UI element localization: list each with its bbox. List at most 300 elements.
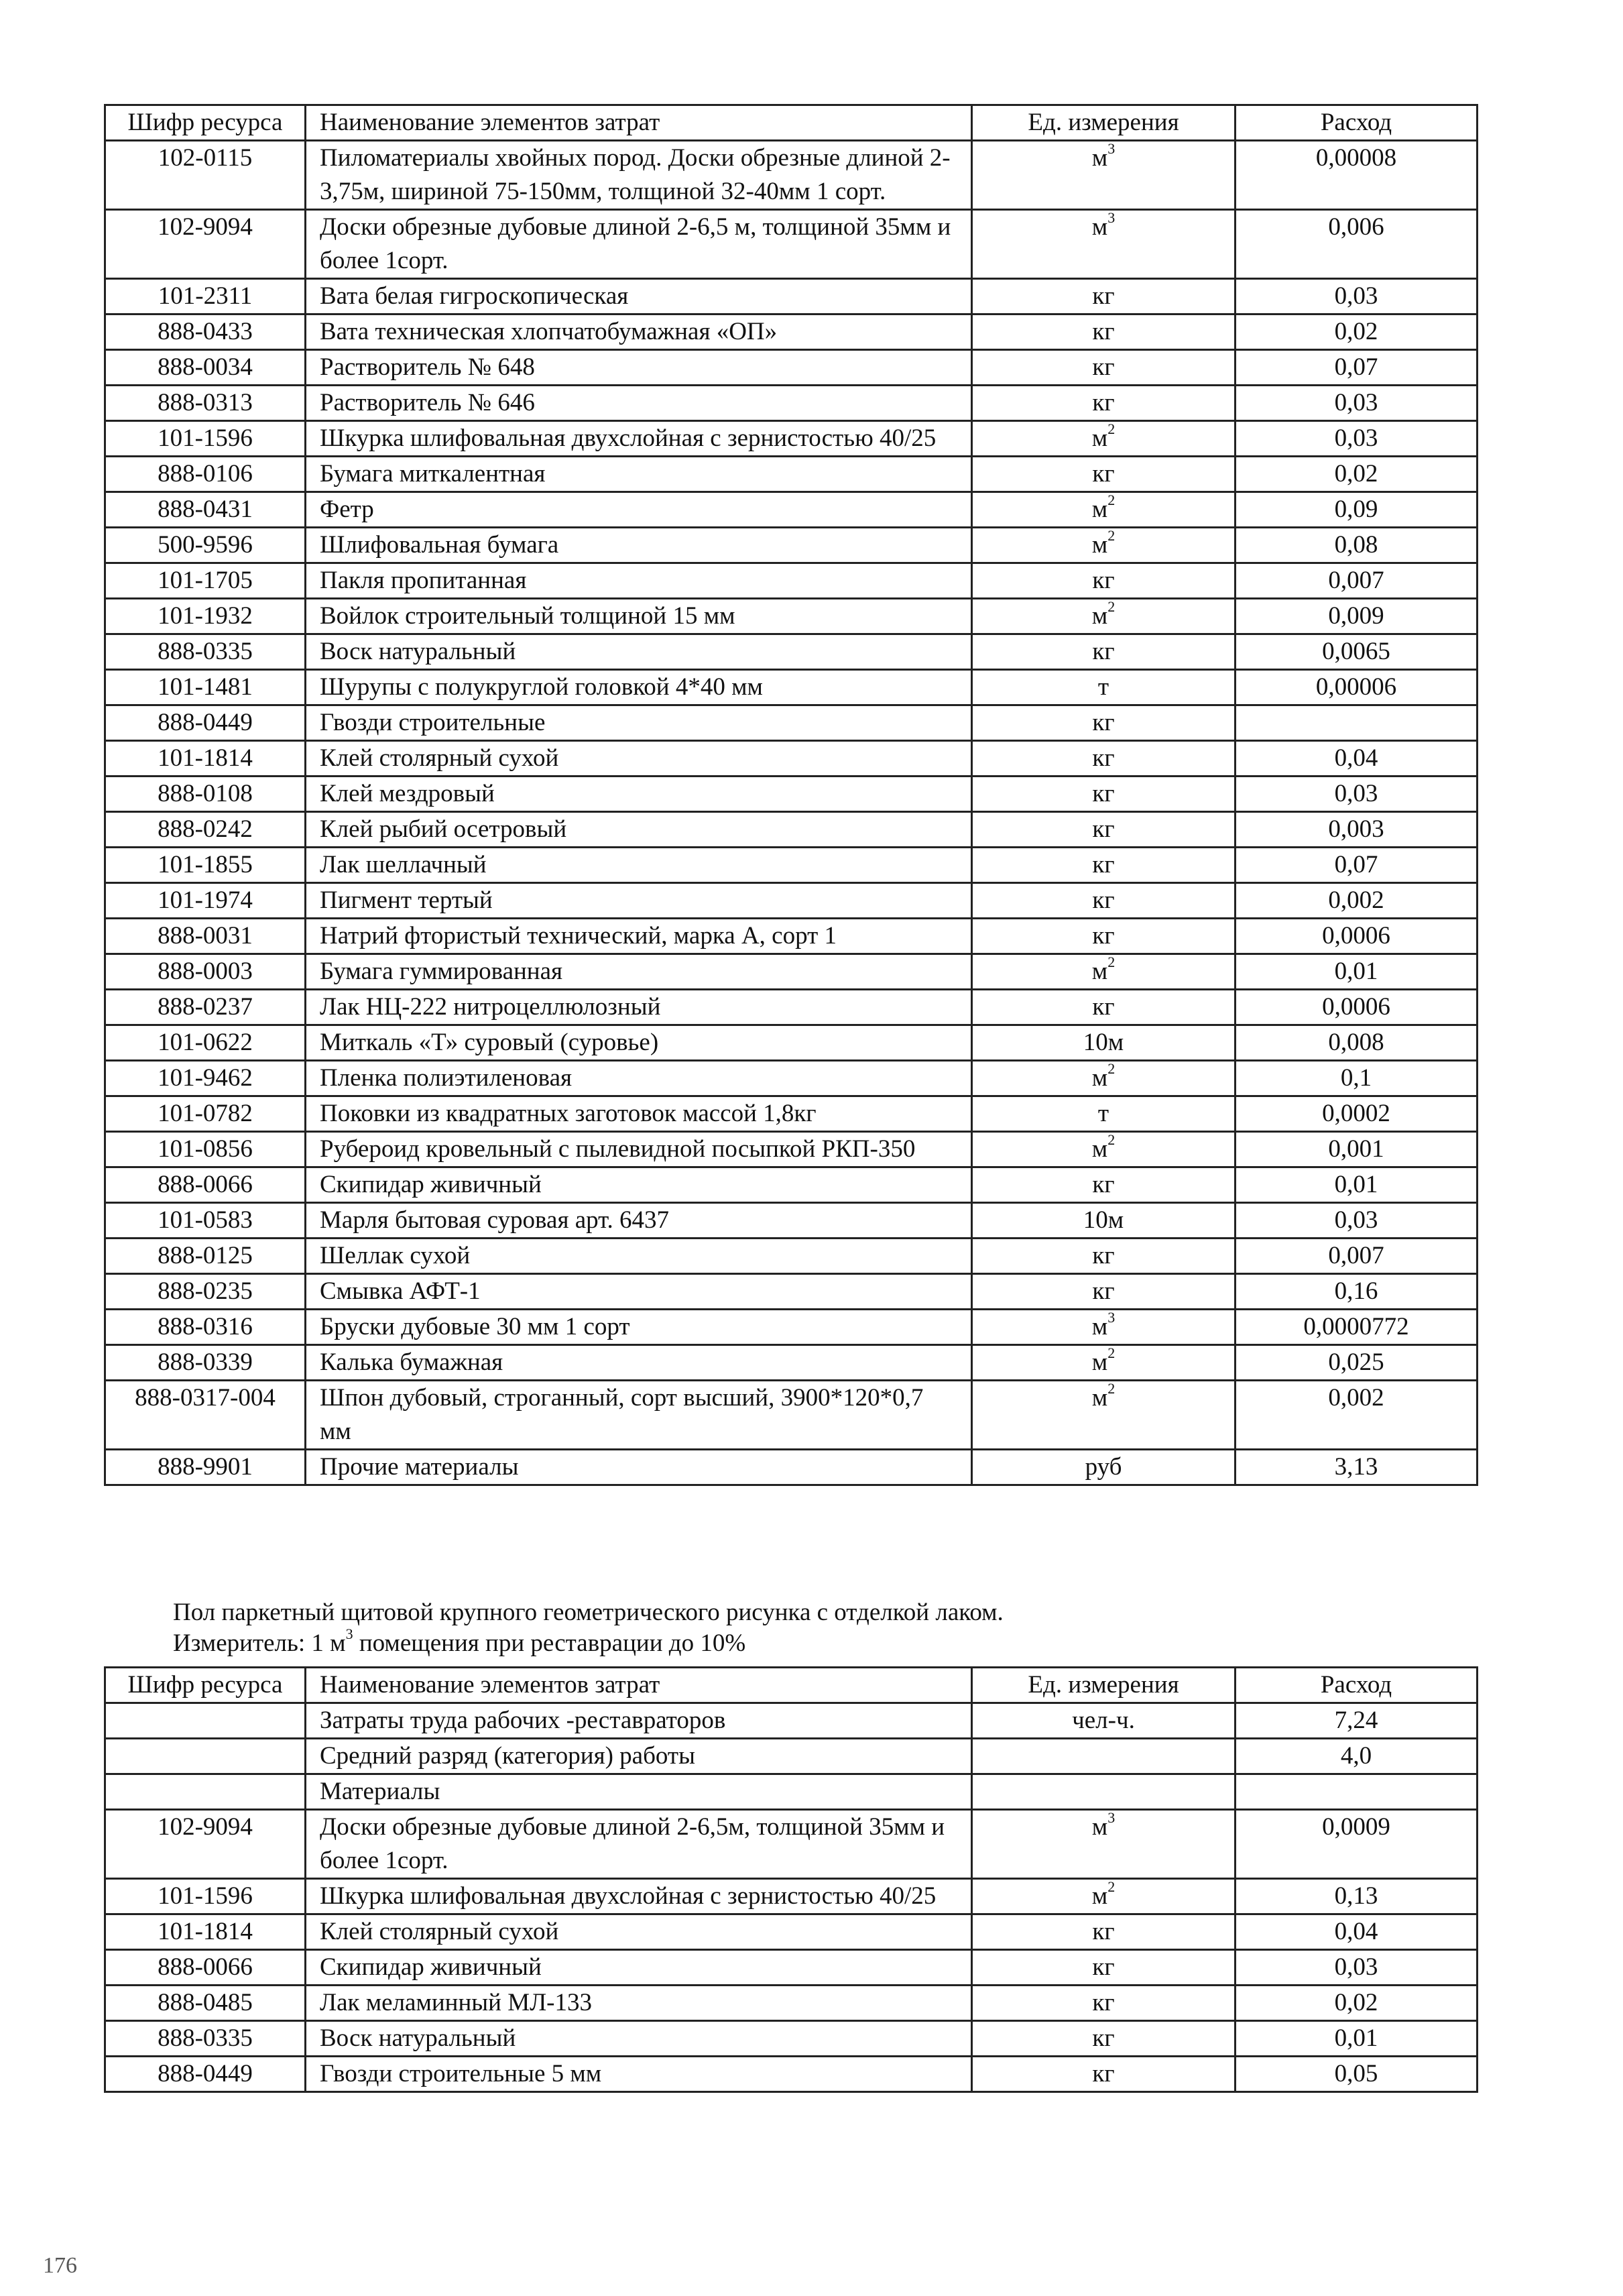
cell-unit-text: кг [1092, 1989, 1115, 2016]
cell-name-text: Миткаль «Т» суровый (суровье) [320, 1029, 659, 1056]
cell-name-text: Клей столярный сухой [320, 1918, 559, 1945]
cell-name [306, 812, 972, 848]
cell-unit [972, 1239, 1236, 1274]
cell-name-text: Лак НЦ-222 нитроцеллюлозный [320, 993, 661, 1021]
cell-unit-text: кг [1092, 1918, 1115, 1945]
cell-unit-text: м [1091, 144, 1108, 172]
cell-code-text: 888-0237 [158, 993, 253, 1021]
cell-qty-text: 0,025 [1328, 1348, 1384, 1376]
cell-name [306, 1345, 972, 1381]
cell-unit [972, 1950, 1236, 1986]
cell-qty-text: 3,13 [1334, 1453, 1378, 1481]
unit-exponent: 2 [1107, 420, 1116, 437]
cell-name [306, 1810, 972, 1879]
cell-qty [1236, 599, 1478, 634]
cell-name-text: Шпон дубовый, строганный, сорт высший, 3900*120*0,7 мм [320, 1384, 924, 1445]
cell-qty-text: 0,0065 [1322, 638, 1390, 665]
cell-qty-text: 0,05 [1334, 2060, 1378, 2087]
cell-qty-text: 0,02 [1334, 1989, 1378, 2016]
cell-qty-text: 0,03 [1334, 780, 1378, 807]
table-row [105, 1345, 1478, 1381]
cell-qty [1236, 386, 1478, 421]
cell-code-text: 888-0317-004 [135, 1384, 276, 1412]
cell-name-text: Доски обрезные дубовые длиной 2-6,5м, толщиной 35мм и более 1сорт. [320, 1813, 945, 1874]
cell-unit [972, 1025, 1236, 1061]
cell-unit-text: м [1091, 1064, 1108, 1092]
cell-code-text: 888-0316 [158, 1313, 253, 1340]
cell-qty [1236, 883, 1478, 919]
cell-name-text: Клей мездровый [320, 780, 495, 807]
cell-name-text: Бумага миткалентная [320, 460, 546, 487]
cell-name-text: Воск натуральный [320, 2024, 516, 2052]
table-row [105, 883, 1478, 919]
cell-qty [1236, 1381, 1478, 1450]
cell-name-text: Вата техническая хлопчатобумажная «ОП» [320, 318, 778, 345]
cell-qty-text: 0,009 [1328, 602, 1384, 630]
header-unit: Ед. измерения [972, 105, 1236, 141]
cell-name-text: Затраты труда рабочих -реставраторов [320, 1707, 726, 1734]
cell-code [105, 1310, 306, 1345]
cell-code [105, 1274, 306, 1310]
table-row [105, 777, 1478, 812]
table-row [105, 1914, 1478, 1950]
cell-name [306, 421, 972, 457]
cell-name-text: Бумага гуммированная [320, 958, 563, 985]
cell-code [105, 141, 306, 210]
cell-qty-text: 0,00008 [1315, 144, 1397, 172]
cell-name-text: Бруски дубовые 30 мм 1 сорт [320, 1313, 630, 1340]
cell-qty-text: 0,03 [1334, 389, 1378, 416]
cell-qty-text: 0,002 [1328, 886, 1384, 914]
cell-name [306, 1239, 972, 1274]
measure-caption-sup: 3 [345, 1625, 353, 1642]
cell-code-text: 888-0335 [158, 2024, 253, 2052]
table-row [105, 670, 1478, 705]
cell-code [105, 210, 306, 279]
table-row [105, 1739, 1478, 1774]
cell-code-text: 888-0242 [158, 815, 253, 843]
table-row [105, 1239, 1478, 1274]
cell-name-text: Марля бытовая суровая арт. 6437 [320, 1206, 670, 1234]
cell-code [105, 1025, 306, 1061]
cell-qty [1236, 314, 1478, 350]
table-row [105, 1381, 1478, 1450]
cell-name [306, 141, 972, 210]
cell-name-text: Лак шеллачный [320, 851, 487, 878]
cell-qty [1236, 457, 1478, 492]
cell-name [306, 1310, 972, 1345]
cell-unit-text: м [1091, 213, 1108, 241]
cell-code [105, 314, 306, 350]
cell-unit [972, 1914, 1236, 1950]
cell-code [105, 705, 306, 741]
table-row [105, 421, 1478, 457]
cell-unit [972, 1774, 1236, 1810]
table-row [105, 141, 1478, 210]
cell-qty-text: 0,006 [1328, 213, 1384, 241]
cell-code-text: 101-0583 [158, 1206, 253, 1234]
cell-unit [972, 954, 1236, 990]
cell-qty [1236, 1810, 1478, 1879]
cell-qty [1236, 1061, 1478, 1096]
table-row [105, 1061, 1478, 1096]
cell-code-text: 101-1596 [158, 424, 253, 452]
cell-qty [1236, 1167, 1478, 1203]
cell-unit-text: кг [1092, 353, 1115, 381]
unit-exponent: 2 [1107, 1878, 1116, 1895]
cell-code [105, 528, 306, 563]
cell-name [306, 741, 972, 777]
cell-code [105, 1203, 306, 1239]
table-header-row [105, 1668, 1478, 1703]
cell-qty [1236, 1879, 1478, 1914]
cell-unit [972, 812, 1236, 848]
cell-code [105, 1132, 306, 1167]
cell-name [306, 1914, 972, 1950]
cell-unit-text: т [1097, 1100, 1109, 1127]
cell-qty-text: 0,09 [1334, 496, 1378, 523]
cell-code-text: 102-0115 [158, 144, 253, 172]
cell-qty-text: 4,0 [1340, 1742, 1372, 1770]
cell-unit [972, 1132, 1236, 1167]
cell-name [306, 1950, 972, 1986]
unit-exponent: 2 [1107, 1380, 1116, 1397]
cell-name [306, 919, 972, 954]
cell-unit-text: кг [1092, 780, 1115, 807]
cell-qty [1236, 1096, 1478, 1132]
cell-unit [972, 1381, 1236, 1450]
cell-qty-text: 0,16 [1334, 1277, 1378, 1305]
cell-name-text: Войлок строительный толщиной 15 мм [320, 602, 735, 630]
cell-name [306, 314, 972, 350]
cell-unit [972, 1203, 1236, 1239]
cell-code [105, 2021, 306, 2057]
cell-name [306, 1025, 972, 1061]
cell-code [105, 1810, 306, 1879]
cell-qty [1236, 954, 1478, 990]
cell-qty [1236, 1450, 1478, 1485]
cell-name [306, 1986, 972, 2021]
cell-unit-text: руб [1085, 1453, 1122, 1481]
cell-unit-text: м [1091, 1882, 1108, 1910]
cell-qty [1236, 848, 1478, 883]
cell-code-text: 102-9094 [158, 1813, 253, 1841]
cell-code-text: 888-0235 [158, 1277, 253, 1305]
cell-unit-text: т [1097, 673, 1109, 701]
cell-unit-text: кг [1092, 1953, 1115, 1981]
cell-code [105, 563, 306, 599]
unit-exponent: 2 [1107, 954, 1116, 970]
cell-name [306, 1450, 972, 1485]
parquet-table [104, 1666, 1478, 2093]
cell-unit-text: кг [1092, 709, 1115, 736]
cell-qty [1236, 1739, 1478, 1774]
cell-unit-text: кг [1092, 851, 1115, 878]
cell-name [306, 1739, 972, 1774]
cell-name-text: Клей столярный сухой [320, 744, 559, 772]
unit-exponent: 2 [1107, 1060, 1116, 1077]
table-row [105, 492, 1478, 528]
cell-qty [1236, 210, 1478, 279]
cell-qty [1236, 1345, 1478, 1381]
cell-name [306, 954, 972, 990]
unit-exponent: 2 [1107, 527, 1116, 544]
table-row [105, 1096, 1478, 1132]
cell-name [306, 990, 972, 1025]
cell-qty-text: 0,0000772 [1303, 1313, 1409, 1340]
cell-name [306, 1203, 972, 1239]
cell-name-text: Клей рыбий осетровый [320, 815, 567, 843]
cell-code [105, 1381, 306, 1450]
cell-unit [972, 314, 1236, 350]
unit-exponent: 2 [1107, 1344, 1116, 1361]
cell-qty [1236, 1203, 1478, 1239]
cell-code-text: 101-1705 [158, 567, 253, 594]
cell-name [306, 1879, 972, 1914]
cell-unit-text: кг [1092, 886, 1115, 914]
cell-unit [972, 563, 1236, 599]
table-row [105, 528, 1478, 563]
cell-code [105, 777, 306, 812]
cell-name-text: Пакля пропитанная [320, 567, 527, 594]
cell-name-text: Вата белая гигроскопическая [320, 282, 629, 310]
cell-code-text: 500-9596 [158, 531, 253, 559]
cell-name-text: Шлифовальная бумага [320, 531, 559, 559]
cell-unit-text: кг [1092, 567, 1115, 594]
table-row [105, 990, 1478, 1025]
cell-name-text: Прочие материалы [320, 1453, 519, 1481]
cell-unit [972, 1739, 1236, 1774]
cell-qty-text: 0,001 [1328, 1135, 1384, 1163]
table-row [105, 1274, 1478, 1310]
cell-unit-text: 10м [1083, 1206, 1124, 1234]
cell-unit [972, 705, 1236, 741]
unit-exponent: 3 [1107, 1309, 1116, 1326]
unit-exponent: 3 [1107, 1809, 1116, 1826]
cell-name-text: Скипидар живичный [320, 1171, 542, 1198]
cell-name-text: Растворитель № 648 [320, 353, 535, 381]
cell-unit [972, 1879, 1236, 1914]
table-row [105, 1132, 1478, 1167]
cell-unit-text: кг [1092, 993, 1115, 1021]
cell-unit-text: кг [1092, 389, 1115, 416]
cell-code [105, 1096, 306, 1132]
cell-qty [1236, 705, 1478, 741]
cell-unit-text: м [1091, 602, 1108, 630]
table-row [105, 1810, 1478, 1879]
cell-code-text: 888-0449 [158, 2060, 253, 2087]
cell-unit-text: кг [1092, 1277, 1115, 1305]
cell-qty [1236, 492, 1478, 528]
table-row [105, 1774, 1478, 1810]
cell-qty [1236, 2021, 1478, 2057]
table-row [105, 1703, 1478, 1739]
cell-code [105, 741, 306, 777]
cell-name-text: Доски обрезные дубовые длиной 2-6,5 м, толщиной 35мм и более 1сорт. [320, 213, 951, 274]
cell-unit-text: кг [1092, 460, 1115, 487]
cell-qty-text: 0,03 [1334, 424, 1378, 452]
cell-unit-text: кг [1092, 1242, 1115, 1269]
table-header-row [105, 105, 1478, 141]
cell-name-text: Средний разряд (категория) работы [320, 1742, 695, 1770]
table-row [105, 386, 1478, 421]
cell-qty-text: 7,24 [1334, 1707, 1378, 1734]
cell-unit-text: кг [1092, 282, 1115, 310]
cell-qty [1236, 670, 1478, 705]
cell-unit [972, 2021, 1236, 2057]
cell-unit-text: 10м [1083, 1029, 1124, 1056]
cell-name [306, 1774, 972, 1810]
cell-code [105, 634, 306, 670]
header-qty: Расход [1236, 105, 1478, 141]
cell-code [105, 990, 306, 1025]
cell-unit [972, 634, 1236, 670]
cell-code-text: 888-0066 [158, 1953, 253, 1981]
cell-code [105, 279, 306, 314]
cell-qty [1236, 421, 1478, 457]
cell-unit [972, 141, 1236, 210]
cell-code-text: 101-2311 [158, 282, 253, 310]
cell-qty [1236, 528, 1478, 563]
cell-name [306, 1167, 972, 1203]
cell-code [105, 670, 306, 705]
cell-code-text: 101-1974 [158, 886, 253, 914]
cell-unit [972, 421, 1236, 457]
table-row [105, 1310, 1478, 1345]
cell-code [105, 848, 306, 883]
header-qty: Расход [1236, 1668, 1478, 1703]
cell-qty-text: 0,08 [1334, 531, 1378, 559]
cell-code-text: 102-9094 [158, 213, 253, 241]
cell-code [105, 1739, 306, 1774]
cell-qty-text: 0,0006 [1322, 993, 1390, 1021]
cell-name [306, 777, 972, 812]
cell-name-text: Фетр [320, 496, 374, 523]
cell-code-text: 101-9462 [158, 1064, 253, 1092]
cell-unit [972, 279, 1236, 314]
unit-exponent: 3 [1107, 209, 1116, 226]
cell-unit-text: кг [1092, 2060, 1115, 2087]
cell-unit-text: кг [1092, 815, 1115, 843]
cell-unit-text: кг [1092, 744, 1115, 772]
cell-name-text: Воск натуральный [320, 638, 516, 665]
measure-caption-prefix: Измеритель: 1 м [173, 1629, 346, 1657]
cell-qty [1236, 1025, 1478, 1061]
cell-unit-text: кг [1092, 638, 1115, 665]
cell-code-text: 101-1814 [158, 1918, 253, 1945]
cell-qty [1236, 141, 1478, 210]
table-row [105, 2021, 1478, 2057]
cell-qty-text: 0,007 [1328, 567, 1384, 594]
cell-qty [1236, 1703, 1478, 1739]
cell-qty-text: 0,02 [1334, 318, 1378, 345]
cell-qty-text: 0,008 [1328, 1029, 1384, 1056]
table-row [105, 1167, 1478, 1203]
cell-unit-text: м [1091, 531, 1108, 559]
cell-qty [1236, 563, 1478, 599]
cell-unit-text: м [1091, 958, 1108, 985]
header-name: Наименование элементов затрат [306, 1668, 972, 1703]
cell-name [306, 457, 972, 492]
cell-code [105, 386, 306, 421]
cell-unit-text: м [1091, 1348, 1108, 1376]
cell-unit [972, 883, 1236, 919]
cell-code-text: 101-1932 [158, 602, 253, 630]
cell-qty-text: 0,04 [1334, 1918, 1378, 1945]
table-row [105, 919, 1478, 954]
cell-name-text: Пленка полиэтиленовая [320, 1064, 573, 1092]
cell-code-text: 888-0003 [158, 958, 253, 985]
cell-name [306, 386, 972, 421]
cell-name-text: Смывка АФТ-1 [320, 1277, 481, 1305]
cell-qty [1236, 1274, 1478, 1310]
cell-code [105, 812, 306, 848]
cell-name [306, 2057, 972, 2092]
cell-qty [1236, 1950, 1478, 1986]
cell-code-text: 888-0449 [158, 709, 253, 736]
cell-qty-text: 0,03 [1334, 1953, 1378, 1981]
cell-unit [972, 670, 1236, 705]
cell-unit-text: кг [1092, 318, 1115, 345]
table-row [105, 1203, 1478, 1239]
materials-table-body [105, 141, 1478, 1485]
table-row [105, 279, 1478, 314]
cell-code [105, 492, 306, 528]
cell-name [306, 670, 972, 705]
cell-qty [1236, 279, 1478, 314]
cell-unit-text: кг [1092, 1171, 1115, 1198]
cell-unit-text: кг [1092, 2024, 1115, 2052]
table-row [105, 1025, 1478, 1061]
table-row [105, 1879, 1478, 1914]
cell-name [306, 528, 972, 563]
cell-unit [972, 1450, 1236, 1485]
cell-unit [972, 2057, 1236, 2092]
cell-name [306, 634, 972, 670]
cell-qty [1236, 2057, 1478, 2092]
cell-name [306, 599, 972, 634]
cell-unit [972, 1345, 1236, 1381]
cell-unit [972, 1096, 1236, 1132]
table-row [105, 705, 1478, 741]
cell-qty-text: 0,003 [1328, 815, 1384, 843]
cell-qty-text: 0,03 [1334, 282, 1378, 310]
cell-code [105, 1950, 306, 1986]
cell-unit [972, 457, 1236, 492]
cell-unit [972, 990, 1236, 1025]
cell-code-text: 101-1596 [158, 1882, 253, 1910]
cell-code-text: 101-0782 [158, 1100, 253, 1127]
cell-qty-text: 0,01 [1334, 2024, 1378, 2052]
cell-name-text: Шурупы с полукруглой головкой 4*40 мм [320, 673, 763, 701]
cell-code-text: 888-0031 [158, 922, 253, 950]
cell-code-text: 101-0856 [158, 1135, 253, 1163]
cell-qty-text: 0,01 [1334, 958, 1378, 985]
table-row [105, 1950, 1478, 1986]
cell-qty-text: 0,03 [1334, 1206, 1378, 1234]
cell-code [105, 883, 306, 919]
cell-unit [972, 1167, 1236, 1203]
cell-unit [972, 350, 1236, 386]
cell-unit-text: чел-ч. [1072, 1707, 1135, 1734]
cell-code-text: 888-0433 [158, 318, 253, 345]
table-row [105, 1450, 1478, 1485]
cell-name-text: Шкурка шлифовальная двухслойная с зернистостью 40/25 [320, 424, 937, 452]
cell-qty-text: 0,13 [1334, 1882, 1378, 1910]
cell-name [306, 705, 972, 741]
cell-code [105, 1239, 306, 1274]
cell-qty [1236, 1310, 1478, 1345]
